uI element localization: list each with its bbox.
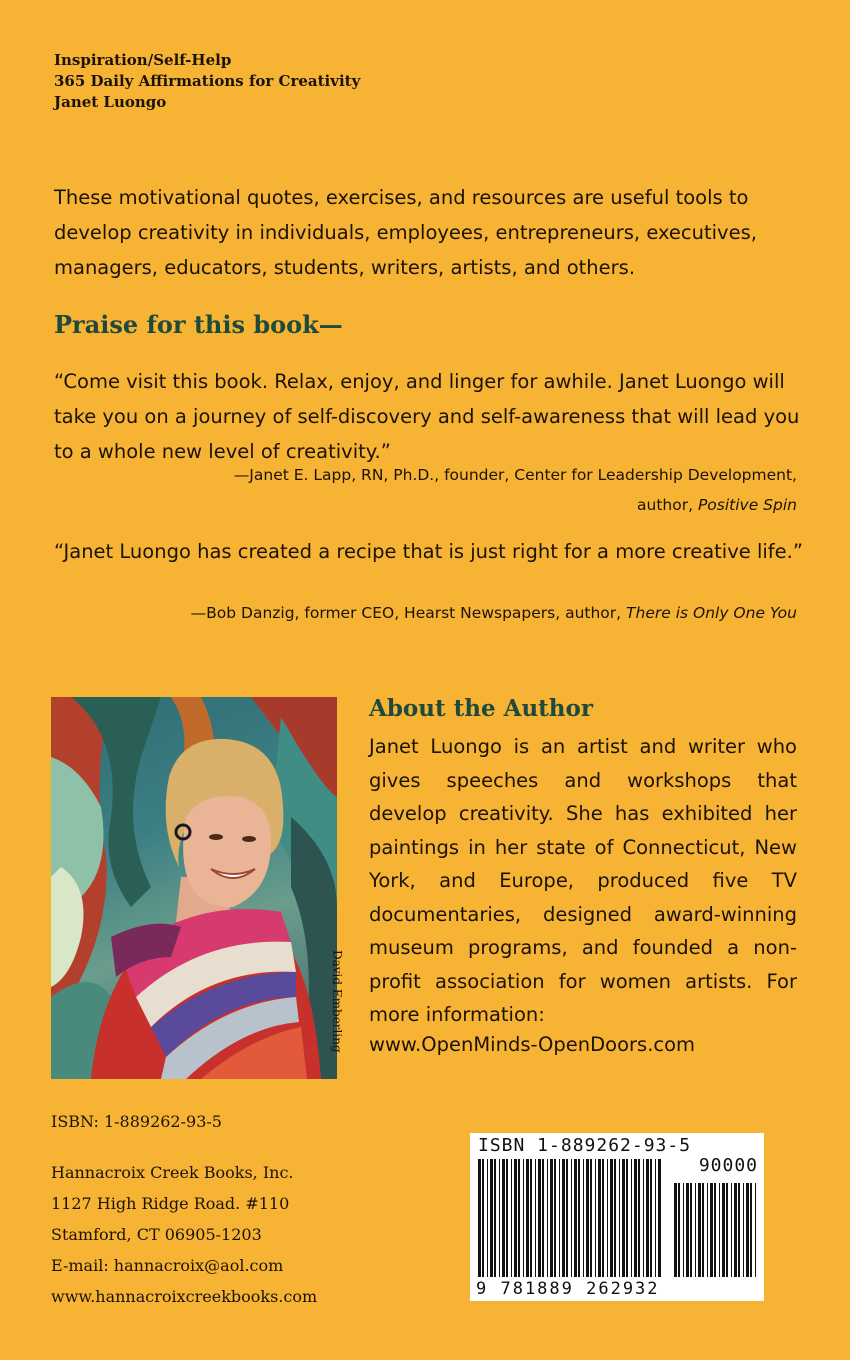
isbn-text: ISBN: 1-889262-93-5: [51, 1112, 222, 1131]
author-photo: [51, 697, 337, 1079]
barcode-box: [470, 1133, 764, 1301]
barcode-bar: [487, 1159, 488, 1277]
author-portrait-illustration: [51, 697, 337, 1079]
attribution-1-book: Positive Spin: [697, 496, 797, 514]
photo-credit: David Emberling: [330, 950, 344, 1053]
barcode-isbn-label: ISBN 1-889262-93-5: [478, 1135, 692, 1156]
barcode-bar: [511, 1159, 512, 1277]
barcode-bar: [490, 1159, 493, 1277]
barcode-price-code: 90000: [698, 1155, 758, 1176]
attribution-1-line-1: —Janet E. Lapp, RN, Ph.D., founder, Center for Leadership Development,: [233, 466, 797, 484]
praise-quote-1: “Come visit this book. Relax, enjoy, and linger for awhile. Janet Luongo will take you on a journey of self-discovery and self-awareness that will lead you to a whole new level of creativity.”: [54, 370, 800, 463]
publisher-address-1: 1127 High Ridge Road. #110: [51, 1194, 290, 1213]
about-text: Janet Luongo is an artist and writer who gives speeches and workshops that develop creativity. She has exhibited her paintings in her state of Connecticut, New York, and Europe, produced five TV documentaries, designed award-winning museum programs, and founded a non-profit association for women artists. For more information:: [369, 735, 797, 1026]
praise-heading: Praise for this book—: [54, 310, 343, 339]
barcode-bar: [518, 1159, 520, 1277]
barcode-bar: [538, 1159, 541, 1277]
barcode-bar: [658, 1159, 661, 1277]
barcode-bar: [566, 1159, 568, 1277]
barcode-bar: [707, 1183, 708, 1277]
barcode-bar: [731, 1183, 732, 1277]
barcode-bar: [626, 1159, 628, 1277]
barcode-bar: [755, 1183, 756, 1277]
barcode-bar: [734, 1183, 737, 1277]
publisher-email[interactable]: E-mail: hannacroix@aol.com: [51, 1256, 284, 1275]
header-block: [54, 50, 360, 113]
barcode-bar: [542, 1159, 544, 1277]
barcode-bar: [590, 1159, 592, 1277]
barcode-bar: [674, 1183, 677, 1277]
barcode-bar: [678, 1183, 680, 1277]
praise-quote-2: “Janet Luongo has created a recipe that is just right for a more creative life.”: [54, 540, 803, 563]
barcode-bar: [634, 1159, 637, 1277]
barcode-bar: [686, 1183, 689, 1277]
barcode-bar: [622, 1159, 625, 1277]
barcode-bar: [743, 1183, 744, 1277]
barcode-bar: [574, 1159, 577, 1277]
author-name: Janet Luongo: [54, 93, 167, 111]
barcode-bar: [607, 1159, 608, 1277]
barcode-bar: [502, 1159, 505, 1277]
barcode-bar: [650, 1159, 652, 1277]
barcode-bar: [547, 1159, 548, 1277]
barcode-bar: [514, 1159, 517, 1277]
category-label: Inspiration/Self-Help: [54, 51, 232, 69]
barcode-bar: [614, 1159, 616, 1277]
barcode-bar: [646, 1159, 649, 1277]
author-website-link[interactable]: www.OpenMinds-OpenDoors.com: [369, 1033, 696, 1056]
barcode-bar: [610, 1159, 613, 1277]
barcode-bar: [482, 1159, 484, 1277]
barcode-bar: [690, 1183, 692, 1277]
barcode-bar: [530, 1159, 532, 1277]
barcode-bar: [478, 1159, 481, 1277]
barcode-bar: [710, 1183, 713, 1277]
barcode-bar: [695, 1183, 696, 1277]
barcode-bar: [571, 1159, 572, 1277]
barcode-bar: [719, 1183, 720, 1277]
barcode-bar: [698, 1183, 701, 1277]
publisher-website[interactable]: www.hannacroixcreekbooks.com: [51, 1287, 318, 1306]
praise-attribution-2: —Bob Danzig, former CEO, Hearst Newspapers, author, There is Only One You: [190, 604, 797, 622]
barcode-bar: [638, 1159, 640, 1277]
barcode-bar: [683, 1183, 684, 1277]
barcode-bar: [750, 1183, 752, 1277]
barcode-bar: [583, 1159, 584, 1277]
barcode-bar: [595, 1159, 596, 1277]
barcode-bar: [578, 1159, 580, 1277]
about-heading: About the Author: [369, 695, 593, 722]
barcode-bar: [738, 1183, 740, 1277]
barcode-bar: [598, 1159, 601, 1277]
barcode-bar: [586, 1159, 589, 1277]
book-title: 365 Daily Affirmations for Creativity: [54, 72, 361, 90]
barcode-bar: [726, 1183, 728, 1277]
intro-paragraph: These motivational quotes, exercises, and resources are useful tools to develop creativity in individuals, employees, entrepreneurs, executives, managers, educators, students, writers, artists, and others.: [54, 186, 757, 279]
barcode-bar: [643, 1159, 644, 1277]
publisher-info: [51, 1157, 317, 1312]
barcode-bar: [499, 1159, 500, 1277]
barcode-ean-number: 9 781889 262932: [476, 1279, 660, 1299]
barcode-bar: [746, 1183, 749, 1277]
publisher-name: Hannacroix Creek Books, Inc.: [51, 1163, 294, 1182]
praise-attribution-1: [234, 460, 797, 520]
barcode-bar: [619, 1159, 620, 1277]
barcode-bar: [722, 1183, 725, 1277]
barcode-bar: [562, 1159, 565, 1277]
barcode-bar: [550, 1159, 553, 1277]
barcode-bar: [655, 1159, 656, 1277]
barcode-bar: [702, 1183, 704, 1277]
barcode-bar: [631, 1159, 632, 1277]
barcode-bar: [526, 1159, 529, 1277]
barcode-bar: [535, 1159, 536, 1277]
barcode-bar: [554, 1159, 556, 1277]
barcode-bar: [559, 1159, 560, 1277]
barcode-bar: [714, 1183, 716, 1277]
attribution-1-line-2: author, Positive Spin: [637, 496, 797, 514]
publisher-address-2: Stamford, CT 06905-1203: [51, 1225, 262, 1244]
attribution-2-book: There is Only One You: [626, 604, 797, 622]
barcode-bar: [523, 1159, 524, 1277]
barcode-bar: [494, 1159, 496, 1277]
barcode-bar: [506, 1159, 508, 1277]
barcode-bar: [602, 1159, 604, 1277]
